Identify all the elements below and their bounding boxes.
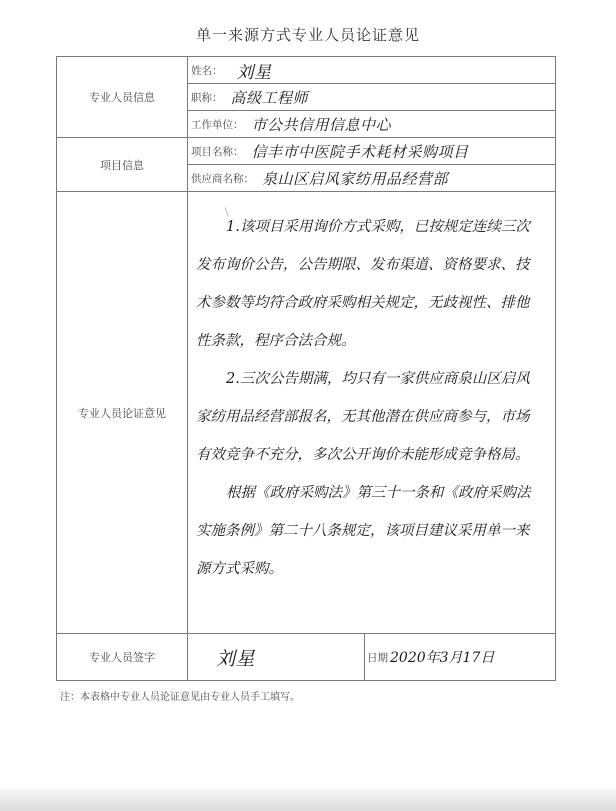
opinion-text xyxy=(188,192,555,588)
workplace-label: 工作单位： xyxy=(191,118,244,131)
job-title-field xyxy=(188,84,556,111)
page-edge-shadow xyxy=(0,789,616,811)
argumentation-form xyxy=(56,56,556,681)
job-title-label: 职称： xyxy=(191,91,223,104)
name-value: 刘星 xyxy=(236,62,272,83)
footnote: 注：本表格中专业人员论证意见由专业人员手工填写。 xyxy=(60,692,300,703)
supplier-field xyxy=(188,165,556,192)
opinion-label: 专业人员论证意见 xyxy=(57,192,188,634)
signature-field xyxy=(188,634,556,681)
expert-info-label: 专业人员信息 xyxy=(57,57,188,138)
name-label: 姓名： xyxy=(191,64,223,77)
opinion-paragraph-2: 2.三次公告期满，均只有一家供应商泉山区启风家纺用品经营部报名，无其他潜在供应商参与，市场有效竞争不充分，多次公开询价未能形成竞争格局。 xyxy=(196,371,530,463)
name-field xyxy=(188,57,556,84)
date-value: 2020年3月17日 xyxy=(390,650,495,666)
signature-label: 专业人员签字 xyxy=(57,634,188,681)
workplace-value: 市公共信用信息中心 xyxy=(251,115,392,134)
opinion-paragraph-3: 根据《政府采购法》第三十一条和《政府采购法实施条例》第二十八条规定，该项目建议采用单一来源方式采购。 xyxy=(196,485,531,577)
date-field xyxy=(365,647,494,667)
project-name-value: 信丰市中医院手术耗材采购项目 xyxy=(251,142,469,161)
signature-value: 刘星 xyxy=(216,647,256,670)
project-info-label: 项目信息 xyxy=(57,138,188,192)
document-title: 单一来源方式专业人员论证意见 xyxy=(195,26,420,44)
project-name-label: 项目名称： xyxy=(191,145,244,158)
supplier-value: 泉山区启风家纺用品经营部 xyxy=(262,169,449,188)
project-name-field xyxy=(188,138,556,165)
date-label: 日期 xyxy=(367,651,388,664)
signature-area xyxy=(188,634,365,680)
opinion-paragraph-1: 1.该项目采用询价方式采购，已按规定连续三次发布询价公告，公告期限、发布渠道、资格要求、技术参数等均符合政府采购相关规定，无歧视性、排他性条款，程序合法合规。 xyxy=(196,219,530,349)
workplace-field xyxy=(188,111,556,138)
job-title-value: 高级工程师 xyxy=(230,88,309,107)
opinion-field xyxy=(188,192,556,634)
supplier-label: 供应商名称： xyxy=(191,172,254,185)
